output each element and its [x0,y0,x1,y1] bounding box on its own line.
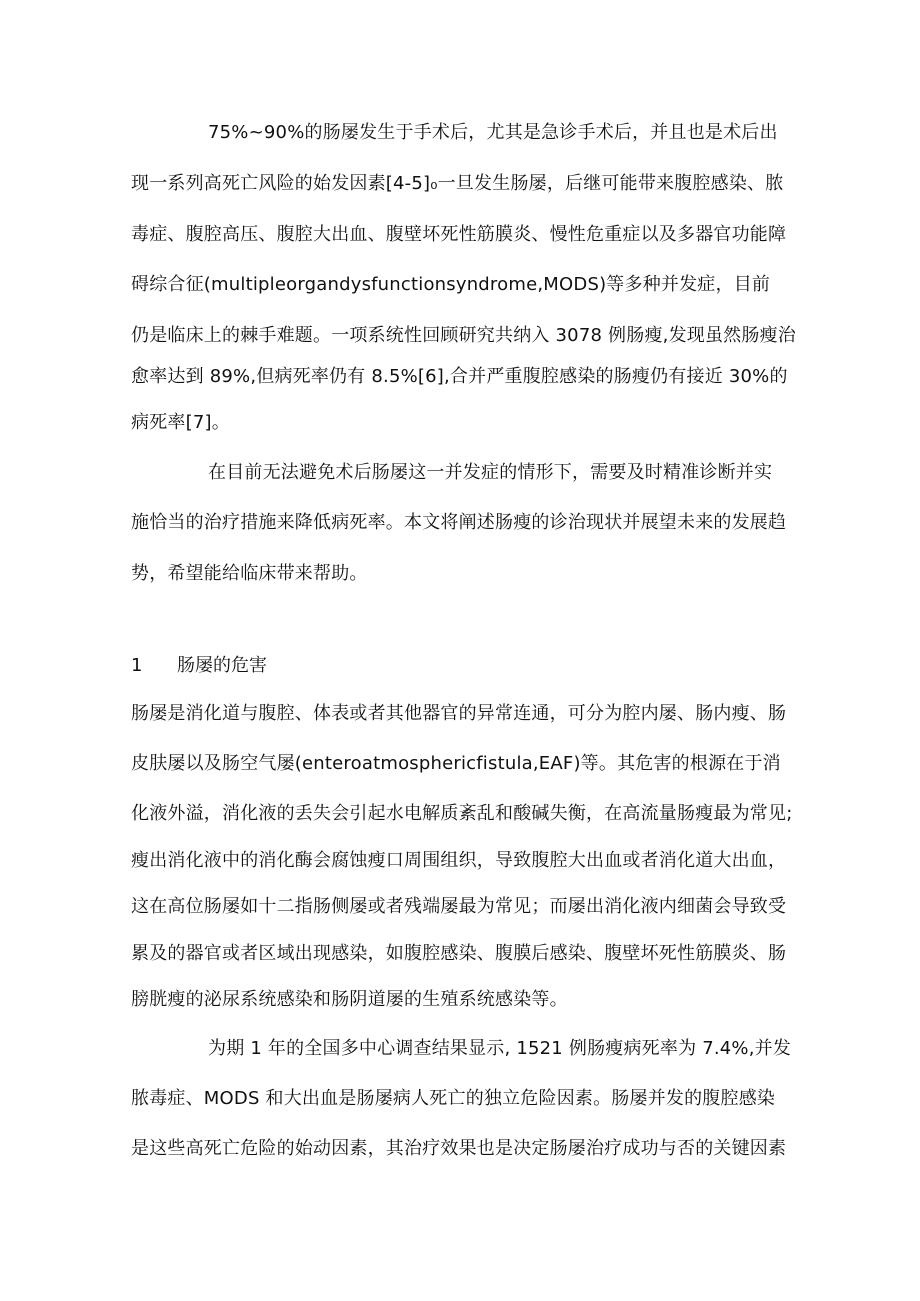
paragraph-2-line: 在目前无法避免术后肠屡这一并发症的情形下，需要及时精准诊断并实 [208,462,773,483]
paragraph-1-line: 现一系列高死亡风险的始发因素[4-5]₀一旦发生肠屡，后继可能带来腹腔感染、脓 [131,173,784,194]
paragraph-4-line: 为期 1 年的全国多中心调查结果显示, 1521 例肠瘦病死率为 7.4%,并发 [208,1038,792,1059]
paragraph-3-line: 这在高位肠屡如十二指肠侧屡或者残端屡最为常见；而屡出消化液内细菌会导致受 [131,896,787,917]
paragraph-2-line: 势，希望能给临床带来帮助。 [131,563,368,584]
paragraph-1-line: 愈率达到 89%,但病死率仍有 8.5%[6],合并严重腹腔感染的肠瘦仍有接近 30%的 [131,366,788,387]
paragraph-3-line: 化液外溢，消化液的丢失会引起水电解质紊乱和酸碱失衡，在高流量肠瘦最为常见; [131,803,793,824]
paragraph-1-line: 75%~90%的肠屡发生于手术后，尤其是急诊手术后，并且也是术后出 [208,122,778,143]
paragraph-3-line: 肠屡是消化道与腹腔、体表或者其他器官的异常连通，可分为腔内屡、肠内瘦、肠 [131,703,787,724]
paragraph-1-line: 碍综合征(multipleorgandysfunctionsyndrome,MODS)等多种并发症，目前 [131,274,771,295]
paragraph-2-line: 施恰当的治疗措施来降低病死率。本文将阐述肠瘦的诊治现状并展望未来的发展趋 [131,512,787,533]
paragraph-4-line: 脓毒症、MODS 和大出血是肠屡病人死亡的独立危险因素。肠屡并发的腹腔感染 [131,1088,776,1109]
paragraph-3-line: 膀胱瘦的泌尿系统感染和肠阴道屡的生殖系统感染等。 [131,989,568,1010]
paragraph-1-line: 病死率[7]。 [131,412,230,433]
paragraph-4-line: 是这些高死亡危险的始动因素，其治疗效果也是决定肠屡治疗成功与否的关键因素 [131,1138,787,1159]
paragraph-3-line: 皮肤屡以及肠空气屡(enteroatmosphericfistula,EAF)等。其危害的根源在于消 [131,753,781,774]
paragraph-1-line: 毒症、腹腔高压、腹腔大出血、腹壁坏死性筋膜炎、慢性危重症以及多器官功能障 [131,224,787,245]
paragraph-3-line: 累及的器官或者区域出现感染，如腹腔感染、腹膜后感染、腹壁坏死性筋膜炎、肠 [131,943,787,964]
paragraph-1-line: 仍是临床上的棘手难题。一项系统性回顾研究共纳入 3078 例肠瘦,发现虽然肠瘦治 [131,325,796,346]
section-number: 1 [131,655,143,676]
section-title: 肠屡的危害 [177,655,267,676]
paragraph-3-line: 瘦出消化液中的消化酶会腐蚀瘦口周围组织，导致腹腔大出血或者消化道大出血， [131,850,787,871]
